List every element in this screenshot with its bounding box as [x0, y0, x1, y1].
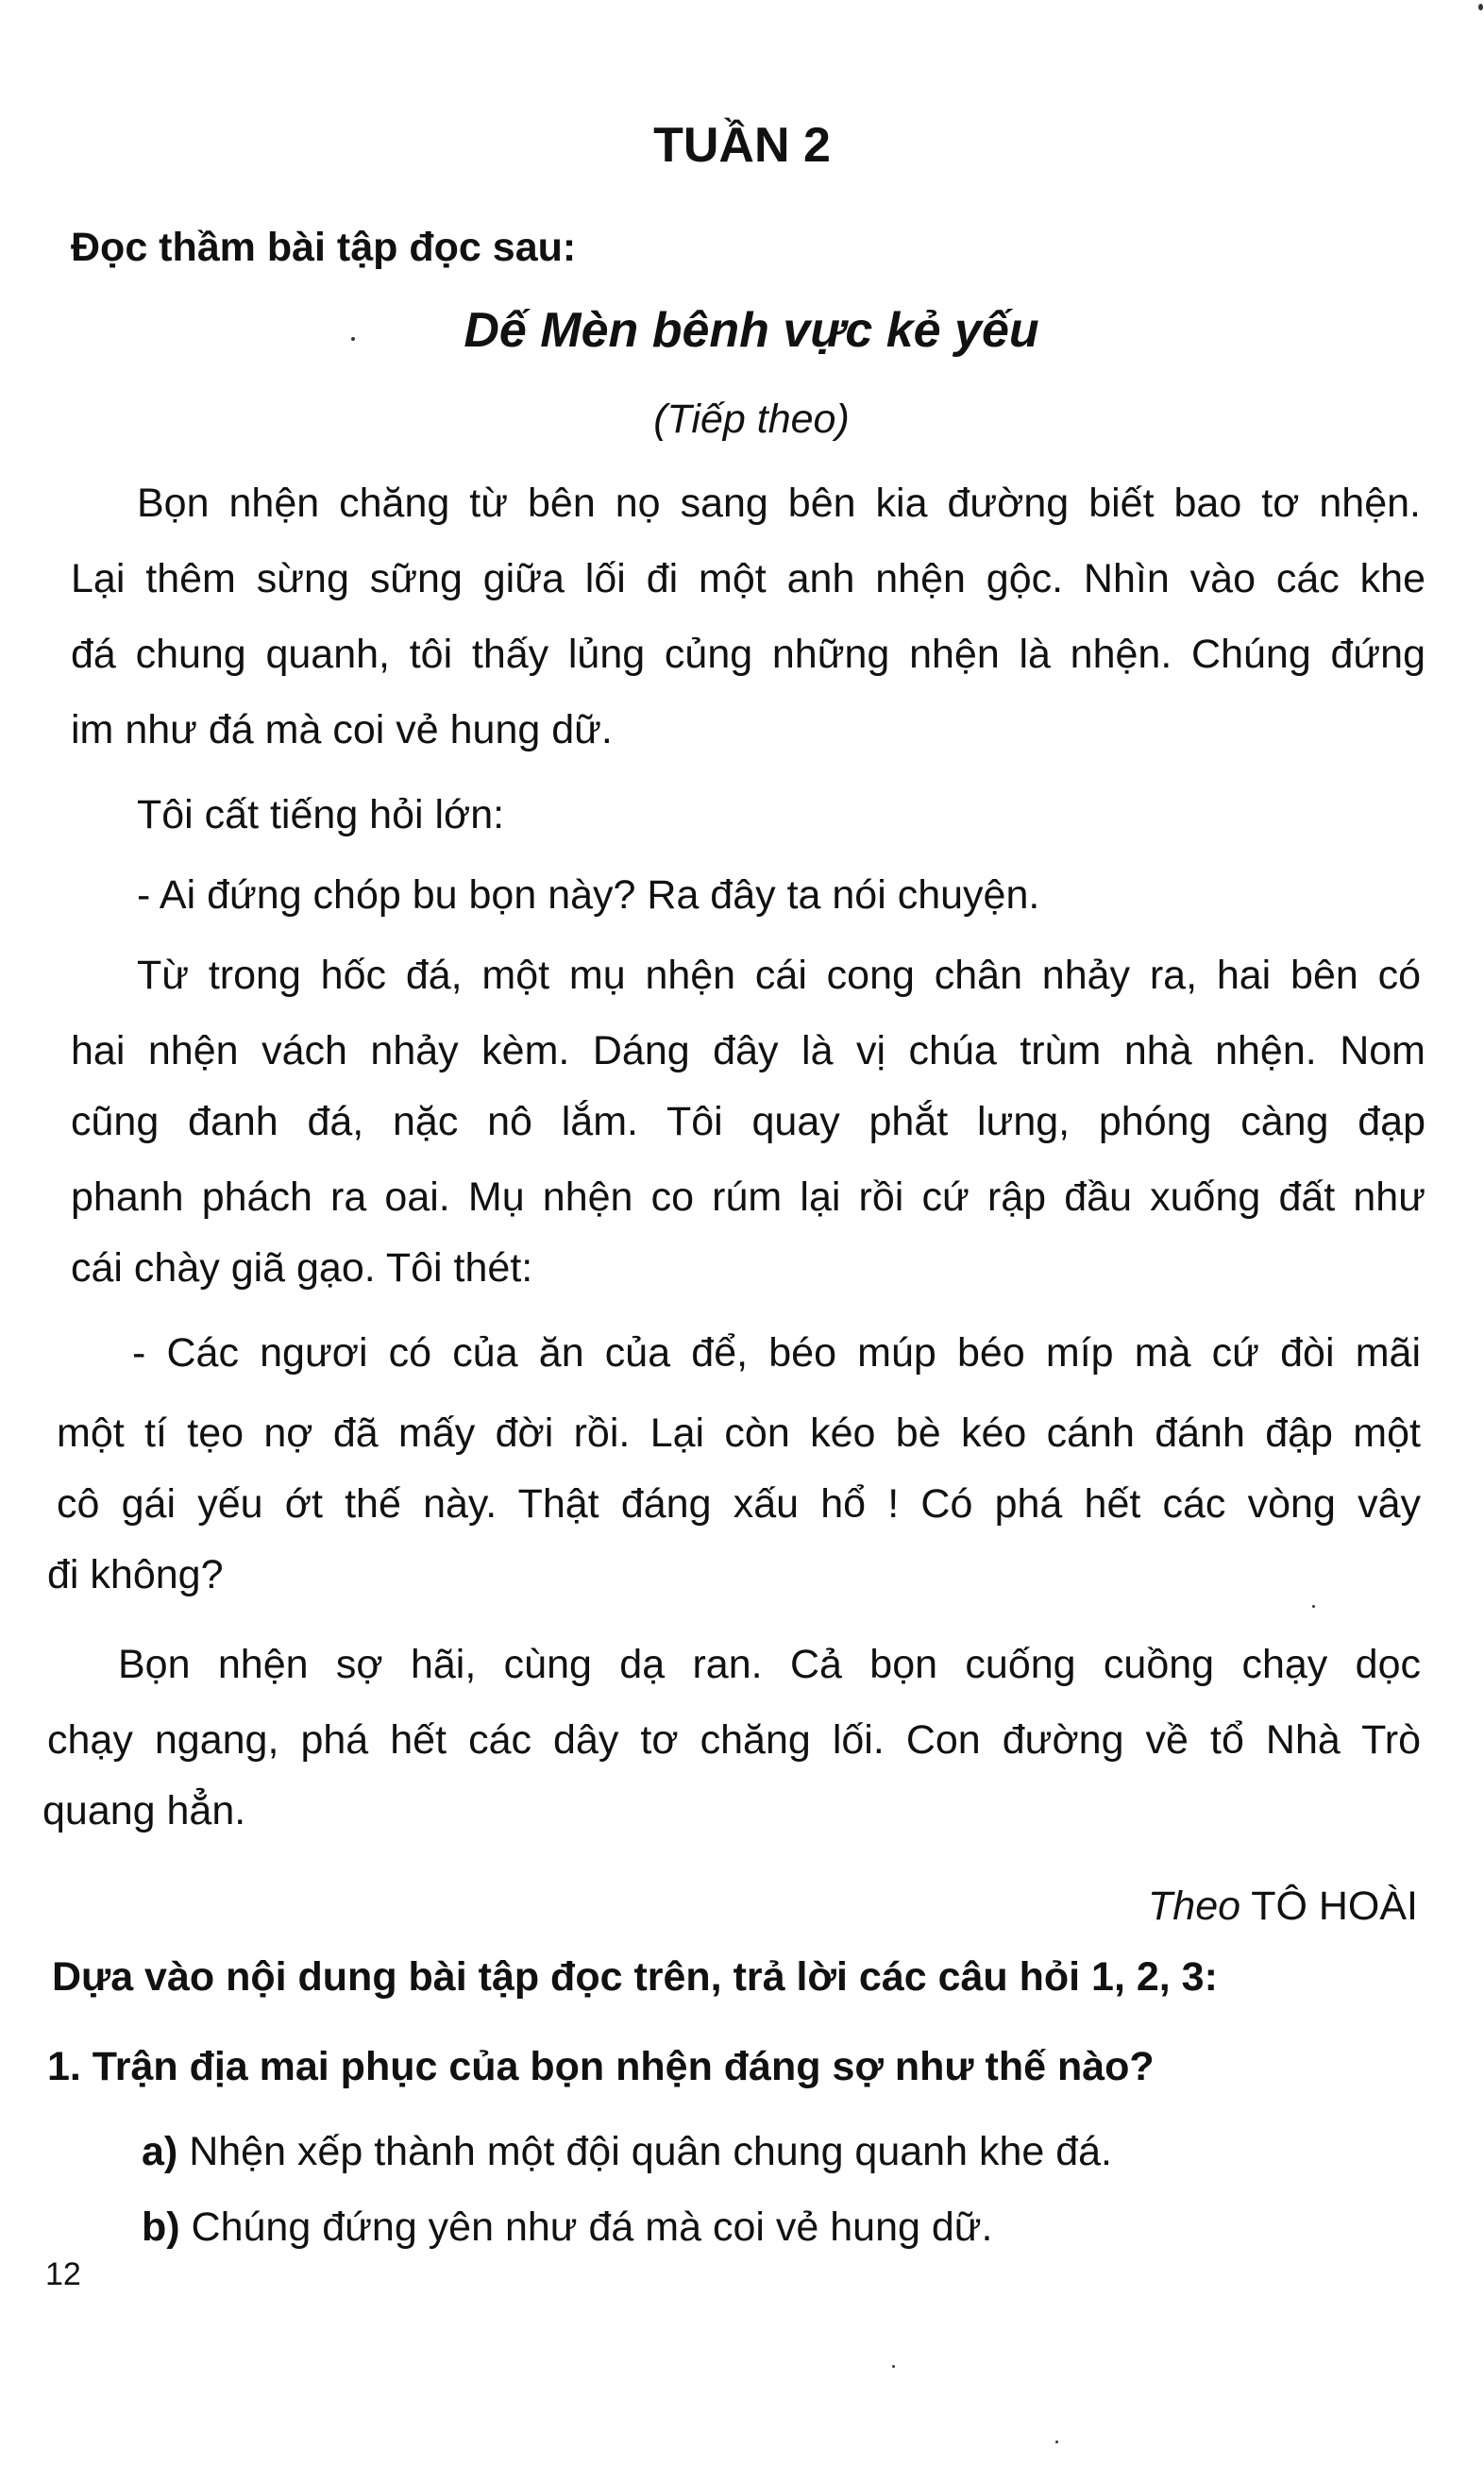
story-title: Dế Mèn bênh vực kẻ yếu: [464, 303, 1039, 358]
scan-speck: [1312, 1605, 1315, 1608]
option-text: Chúng đứng yên như đá mà coi vẻ hung dữ.: [191, 2204, 993, 2250]
page-number: 12: [45, 2256, 81, 2292]
option-text: Nhện xếp thành một đội quân chung quanh khe đá.: [189, 2129, 1112, 2174]
option-letter: a): [142, 2129, 178, 2174]
dialogue-line: Tôi cất tiếng hỏi lớn:: [137, 792, 505, 837]
attribution-author: TÔ HOÀI: [1251, 1883, 1418, 1929]
reading-instruction: Đọc thầm bài tập đọc sau:: [71, 225, 577, 270]
dialogue-line: - Ai đứng chóp bu bọn này? Ra đây ta nói chuyện.: [137, 872, 1040, 918]
attribution: [1148, 1883, 1418, 1930]
paragraph-line: đá chung quanh, tôi thấy lủng củng những nhện là nhện. Chúng đứng: [71, 632, 1425, 677]
paragraph-line: đi không?: [47, 1552, 224, 1597]
scan-speck: [892, 2365, 895, 2368]
paragraph-line: cô gái yếu ớt thế này. Thật đáng xấu hổ ! Có phá hết các vòng vây: [57, 1481, 1421, 1527]
question-1: 1. Trận địa mai phục của bọn nhện đáng sợ như thế nào?: [47, 2044, 1155, 2089]
paragraph-line: phanh phách ra oai. Mụ nhện co rúm lại rồi cứ rập đầu xuống đất như: [71, 1174, 1425, 1220]
paragraph-line: chạy ngang, phá hết các dây tơ chăng lối. Con đường về tổ Nhà Trò: [47, 1717, 1421, 1763]
story-subtitle: (Tiếp theo): [653, 397, 850, 442]
paragraph-line: cái chày giã gạo. Tôi thét:: [71, 1245, 533, 1291]
paragraph-line: Bọn nhện sợ hãi, cùng dạ ran. Cả bọn cuống cuồng chạy dọc: [118, 1642, 1421, 1687]
answer-option-a: [142, 2129, 1112, 2175]
questions-intro: Dựa vào nội dung bài tập đọc trên, trả lời các câu hỏi 1, 2, 3:: [52, 1954, 1218, 2000]
paragraph-line: Lại thêm sừng sững giữa lối đi một anh nhện gộc. Nhìn vào các khe: [71, 556, 1425, 601]
paragraph-line: im như đá mà coi vẻ hung dữ.: [71, 707, 613, 752]
paragraph-line: quang hẳn.: [42, 1788, 246, 1833]
scan-speck: [351, 337, 355, 341]
week-title: TUẦN 2: [653, 118, 831, 173]
attribution-prefix: Theo: [1148, 1883, 1241, 1929]
paragraph-line: hai nhện vách nhảy kèm. Dáng đây là vị chúa trùm nhà nhện. Nom: [71, 1028, 1425, 1073]
paragraph-line: Bọn nhện chăng từ bên nọ sang bên kia đường biết bao tơ nhện.: [137, 481, 1421, 526]
paragraph-line: Từ trong hốc đá, một mụ nhện cái cong chân nhảy ra, hai bên có: [137, 953, 1421, 998]
answer-option-b: [142, 2204, 993, 2251]
paragraph-line: một tí tẹo nợ đã mấy đời rồi. Lại còn kéo bè kéo cánh đánh đập một: [57, 1410, 1421, 1456]
option-letter: b): [142, 2204, 180, 2250]
paragraph-line: cũng đanh đá, nặc nô lắm. Tôi quay phắt lưng, phóng càng đạp: [71, 1099, 1425, 1144]
scan-speck: [1478, 4, 1483, 10]
scan-speck: [1055, 2441, 1058, 2443]
paragraph-line: - Các ngươi có của ăn của để, béo múp béo míp mà cứ đòi mãi: [132, 1330, 1421, 1376]
